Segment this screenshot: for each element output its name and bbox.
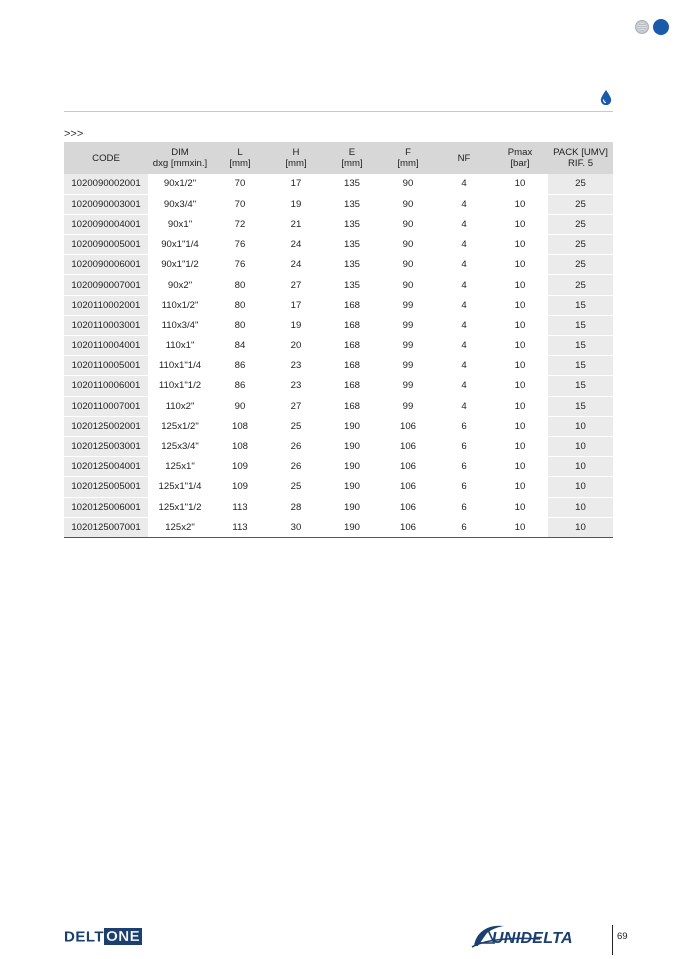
table-cell: 168 [324, 376, 380, 396]
table-cell: 4 [436, 396, 492, 416]
table-cell: 86 [212, 356, 268, 376]
column-header-title: DIM [171, 147, 189, 158]
table-cell: 10 [492, 396, 548, 416]
table-cell: 190 [324, 457, 380, 477]
table-cell: 26 [268, 457, 324, 477]
table-cell: 4 [436, 376, 492, 396]
column-header [548, 142, 613, 174]
table-cell: 6 [436, 416, 492, 436]
water-drop-icon [600, 90, 612, 105]
table-cell: 90 [380, 235, 436, 255]
table-cell: 90 [212, 396, 268, 416]
table-cell: 10 [492, 275, 548, 295]
table-cell: 135 [324, 235, 380, 255]
table-cell: 4 [436, 235, 492, 255]
table-cell: 10 [492, 235, 548, 255]
table-cell: 72 [212, 214, 268, 234]
column-header [380, 142, 436, 174]
table-cell: 113 [212, 517, 268, 537]
table-cell: 125x1/2" [148, 416, 212, 436]
column-header [212, 142, 268, 174]
table-cell: 110x3/4" [148, 315, 212, 335]
header-divider [64, 111, 613, 112]
column-header [324, 142, 380, 174]
table-cell: 4 [436, 295, 492, 315]
table-cell: 17 [268, 295, 324, 315]
table-cell: 125x1" [148, 457, 212, 477]
table-cell: 21 [268, 214, 324, 234]
table-cell: 10 [548, 457, 613, 477]
table-cell: 1020110003001 [64, 315, 148, 335]
table-cell: 99 [380, 295, 436, 315]
column-header-unit: [mm] [397, 158, 419, 169]
table-cell: 109 [212, 457, 268, 477]
table-cell: 90x1"1/4 [148, 235, 212, 255]
table-cell: 24 [268, 235, 324, 255]
table-cell: 25 [548, 275, 613, 295]
table-cell: 27 [268, 275, 324, 295]
column-header-unit: [mm] [285, 158, 307, 169]
table-header-row [64, 142, 613, 174]
table-cell: 10 [492, 255, 548, 275]
deltone-logo-part-b: ONE [106, 928, 141, 946]
table-cell: 106 [380, 517, 436, 537]
table-row [64, 376, 613, 396]
column-header-unit: [bar] [510, 158, 530, 169]
table-row [64, 214, 613, 234]
column-header-title: Pmax [507, 147, 533, 158]
table-cell: 168 [324, 336, 380, 356]
table-cell: 4 [436, 194, 492, 214]
table-cell: 1020125006001 [64, 497, 148, 517]
table-cell: 10 [492, 477, 548, 497]
blue-dot-icon [653, 19, 669, 35]
table-cell: 84 [212, 336, 268, 356]
table-cell: 1020090006001 [64, 255, 148, 275]
table-cell: 110x1" [148, 336, 212, 356]
table-cell: 190 [324, 477, 380, 497]
table-cell: 135 [324, 174, 380, 194]
column-header-title: CODE [92, 152, 120, 164]
table-cell: 108 [212, 436, 268, 456]
table-cell: 10 [548, 436, 613, 456]
column-header [64, 142, 148, 174]
table-cell: 70 [212, 194, 268, 214]
table-row [64, 295, 613, 315]
table-cell: 26 [268, 436, 324, 456]
table-cell: 190 [324, 497, 380, 517]
table-cell: 27 [268, 396, 324, 416]
page-number: 69 [617, 931, 628, 942]
table-cell: 25 [268, 477, 324, 497]
table-cell: 15 [548, 295, 613, 315]
table-cell: 1020110002001 [64, 295, 148, 315]
table-cell: 1020090004001 [64, 214, 148, 234]
table-cell: 4 [436, 174, 492, 194]
table-cell: 168 [324, 356, 380, 376]
table-cell: 90x2" [148, 275, 212, 295]
table-cell: 6 [436, 436, 492, 456]
table-cell: 25 [548, 255, 613, 275]
table-cell: 10 [492, 497, 548, 517]
corner-dots [635, 19, 671, 35]
table-cell: 110x1/2" [148, 295, 212, 315]
column-header-title: PACK [UMV] [553, 147, 608, 158]
table-cell: 6 [436, 497, 492, 517]
table-cell: 99 [380, 396, 436, 416]
table-row [64, 457, 613, 477]
table-cell: 168 [324, 315, 380, 335]
table-cell: 106 [380, 416, 436, 436]
table-row [64, 416, 613, 436]
table-cell: 110x1"1/2 [148, 376, 212, 396]
table-cell: 25 [548, 194, 613, 214]
table-cell: 99 [380, 356, 436, 376]
table-cell: 90 [380, 194, 436, 214]
table-cell: 10 [492, 356, 548, 376]
spec-table [64, 142, 613, 538]
table-cell: 135 [324, 275, 380, 295]
table-cell: 23 [268, 356, 324, 376]
table-cell: 4 [436, 336, 492, 356]
table-row [64, 194, 613, 214]
globe-dot-icon [635, 20, 649, 34]
table-cell: 6 [436, 457, 492, 477]
table-cell: 10 [492, 457, 548, 477]
column-header-title: H [292, 147, 300, 158]
table-cell: 168 [324, 295, 380, 315]
table-cell: 125x3/4" [148, 436, 212, 456]
table-cell: 10 [548, 477, 613, 497]
table-row [64, 275, 613, 295]
section-marker: >>> [64, 128, 84, 140]
table-cell: 108 [212, 416, 268, 436]
table-cell: 10 [548, 416, 613, 436]
table-cell: 125x2" [148, 517, 212, 537]
table-cell: 10 [492, 517, 548, 537]
table-cell: 106 [380, 497, 436, 517]
table-cell: 1020125002001 [64, 416, 148, 436]
table-row [64, 255, 613, 275]
table-cell: 10 [492, 174, 548, 194]
column-header [436, 142, 492, 174]
table-cell: 110x1"1/4 [148, 356, 212, 376]
table-cell: 1020110006001 [64, 376, 148, 396]
column-header [492, 142, 548, 174]
table-cell: 28 [268, 497, 324, 517]
table-cell: 80 [212, 275, 268, 295]
table-cell: 80 [212, 315, 268, 335]
table-cell: 90 [380, 255, 436, 275]
column-header [268, 142, 324, 174]
table-row [64, 356, 613, 376]
table-cell: 1020110005001 [64, 356, 148, 376]
deltone-logo-part-a: DELT [64, 928, 105, 946]
table-cell: 4 [436, 315, 492, 335]
table-row [64, 477, 613, 497]
table-cell: 23 [268, 376, 324, 396]
table-cell: 24 [268, 255, 324, 275]
table-row [64, 517, 613, 537]
table-row [64, 497, 613, 517]
table-cell: 135 [324, 255, 380, 275]
unidelta-logo-text: UNIDELTA [492, 930, 573, 947]
table-cell: 10 [492, 336, 548, 356]
table-cell: 10 [492, 436, 548, 456]
table-cell: 113 [212, 497, 268, 517]
column-header-unit: [mm] [341, 158, 363, 169]
table-cell: 90x1" [148, 214, 212, 234]
table-cell: 17 [268, 174, 324, 194]
table-row [64, 174, 613, 194]
table-cell: 25 [268, 416, 324, 436]
table-cell: 20 [268, 336, 324, 356]
table-cell: 15 [548, 336, 613, 356]
table-cell: 15 [548, 376, 613, 396]
column-header-unit: [mm] [229, 158, 251, 169]
table-cell: 168 [324, 396, 380, 416]
table-cell: 1020110004001 [64, 336, 148, 356]
table-cell: 90x1"1/2 [148, 255, 212, 275]
table-cell: 70 [212, 174, 268, 194]
table-cell: 76 [212, 235, 268, 255]
deltone-logo [64, 928, 142, 944]
table-cell: 10 [492, 295, 548, 315]
table-cell: 25 [548, 235, 613, 255]
table-cell: 76 [212, 255, 268, 275]
table-cell: 1020125004001 [64, 457, 148, 477]
table-cell: 106 [380, 477, 436, 497]
table-cell: 90x3/4" [148, 194, 212, 214]
table-cell: 15 [548, 356, 613, 376]
unidelta-logo [470, 920, 606, 950]
table-cell: 90 [380, 214, 436, 234]
table-cell: 135 [324, 214, 380, 234]
table-cell: 15 [548, 396, 613, 416]
table-row [64, 235, 613, 255]
table-cell: 6 [436, 517, 492, 537]
table-cell: 25 [548, 214, 613, 234]
table-cell: 19 [268, 194, 324, 214]
table-cell: 99 [380, 376, 436, 396]
column-header-title: L [237, 147, 243, 158]
column-header-title: F [405, 147, 411, 158]
table-cell: 135 [324, 194, 380, 214]
column-header-unit: RIF. 5 [567, 158, 594, 169]
table-cell: 10 [492, 376, 548, 396]
table-cell: 86 [212, 376, 268, 396]
table-cell: 110x2" [148, 396, 212, 416]
table-body [64, 174, 613, 537]
table-row [64, 436, 613, 456]
table-cell: 109 [212, 477, 268, 497]
table-cell: 190 [324, 517, 380, 537]
table-cell: 125x1"1/2 [148, 497, 212, 517]
table-cell: 90x1/2" [148, 174, 212, 194]
table-cell: 19 [268, 315, 324, 335]
table-cell: 1020090003001 [64, 194, 148, 214]
table-cell: 4 [436, 255, 492, 275]
table-cell: 1020125005001 [64, 477, 148, 497]
table-cell: 10 [548, 517, 613, 537]
table-cell: 25 [548, 174, 613, 194]
table-cell: 99 [380, 336, 436, 356]
table-cell: 4 [436, 275, 492, 295]
table-cell: 1020090005001 [64, 235, 148, 255]
table-cell: 1020090007001 [64, 275, 148, 295]
table-cell: 1020110007001 [64, 396, 148, 416]
page-number-divider [612, 925, 613, 955]
column-header [148, 142, 212, 174]
table-cell: 106 [380, 457, 436, 477]
table-cell: 4 [436, 214, 492, 234]
table-cell: 6 [436, 477, 492, 497]
table-cell: 80 [212, 295, 268, 315]
table-cell: 90 [380, 174, 436, 194]
column-header-title: E [348, 147, 356, 158]
table-cell: 4 [436, 356, 492, 376]
table-cell: 190 [324, 436, 380, 456]
table-cell: 99 [380, 315, 436, 335]
table-cell: 90 [380, 275, 436, 295]
table-cell: 10 [548, 497, 613, 517]
table-cell: 10 [492, 214, 548, 234]
table-cell: 10 [492, 416, 548, 436]
table-row [64, 336, 613, 356]
table-row [64, 315, 613, 335]
table-cell: 1020090002001 [64, 174, 148, 194]
table-cell: 1020125003001 [64, 436, 148, 456]
table-cell: 30 [268, 517, 324, 537]
table-cell: 10 [492, 315, 548, 335]
table-cell: 125x1"1/4 [148, 477, 212, 497]
table-cell: 106 [380, 436, 436, 456]
table-cell: 10 [492, 194, 548, 214]
table-cell: 190 [324, 416, 380, 436]
table-cell: 15 [548, 315, 613, 335]
column-header-title: NF [457, 152, 471, 164]
column-header-unit: dxg [mmxin.] [152, 158, 208, 169]
table-row [64, 396, 613, 416]
table-cell: 1020125007001 [64, 517, 148, 537]
